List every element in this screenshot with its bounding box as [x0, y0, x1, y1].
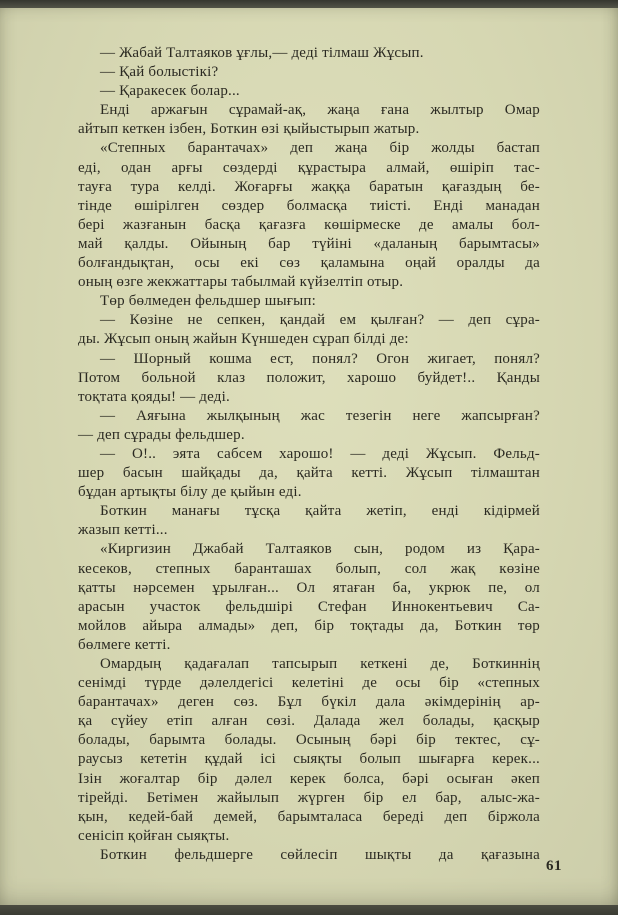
- text-line: тінде өшірілген сөздер болмасқа тиісті. Енді манадан: [78, 197, 540, 214]
- text-line: ды. Жұсып оның жайын Күншеден сұрап білді де:: [78, 331, 409, 348]
- text-line: тірейді. Бетімен жайылып жүрген бір ел бар, алыс-жа-: [78, 789, 540, 806]
- text-line: — Аяғына жылқының жас тезегін неге жапсырған?: [100, 407, 540, 424]
- text-line: қын, кедей-бай демей, барымталаса береді деп біржола: [78, 808, 540, 825]
- scan-edge-top: [0, 0, 618, 8]
- text-line: — Көзіне не сепкен, қандай ем қылған? — деп сұра-: [100, 312, 540, 329]
- scan-edge-bottom: [0, 905, 618, 915]
- text-line: — О!.. эята сабсем харошо! — деді Жұсып. Фельд-: [100, 445, 540, 462]
- text-line: барантачах» деген сөз. Бұл бүкіл дала әкімдерінің ар-: [78, 694, 540, 711]
- text-line: — Жабай Талтаяков ұғлы,— деді тілмаш Жұсып.: [100, 45, 424, 61]
- text-line: болғандықтан, осы екі сөз қаламына оңай оралды да: [78, 255, 540, 272]
- text-line: — Шорный кошма ест, понял? Огон жигает, понял?: [100, 350, 540, 367]
- text-line: — Қай болыстікі?: [100, 64, 219, 81]
- text-line: Енді аржағын сұрамай-ақ, жаңа ғана жылтыр Омар: [100, 102, 540, 119]
- text-line: Омардың қадағалап тапсырып кеткені де, Боткиннің: [100, 656, 540, 672]
- text-line: қатты нәрсемен ұрылған... Ол ятаған ба, укрюк пе, ол: [78, 579, 540, 596]
- text-line: шер басын шайқады да, қайта кетті. Жұсып тілмаштан: [78, 465, 540, 482]
- text-line: кесеков, степных баранташах болып, сол жақ көзіне: [78, 560, 540, 577]
- text-line: тауға тура келді. Жоғарғы жаққа баратын қағаздың бе-: [78, 178, 540, 195]
- text-line: бері жазғанын басқа қағазға көшірмеске де амалы бол-: [78, 216, 540, 233]
- text-line: жазып кетті...: [78, 522, 168, 539]
- text-line: тоқтата қояды! — деді.: [78, 388, 230, 405]
- text-line: оның өзге жекжаттары табылмай күйзелтіп отыр.: [78, 274, 404, 291]
- text-line: бөлмеге кетті.: [78, 636, 171, 653]
- text-line: май қалды. Ойының бар түйіні «даланың барымтасы»: [78, 235, 540, 252]
- text-line: мойлов айыра алмады» деп, бір тоқтады да, Боткин төр: [78, 617, 540, 634]
- text-line: Ізін жоғалтар бір дәлел керек болса, бәрі осыған әкеп: [78, 770, 540, 787]
- text-line: Боткин фельдшерге сөйлесіп шықты да қағазына: [100, 846, 540, 863]
- text-line: еді, одан арғы сөздерді құрастыра алмай, өшіріп тас-: [78, 159, 540, 176]
- text-line: қа сүйеу етіп алған сөзі. Далада жел болады, қасқыр: [78, 713, 540, 730]
- text-line: сенімді түрде дәлелдегісі келетіні де осы бір «степных: [78, 675, 540, 692]
- page-number: 61: [546, 858, 562, 874]
- text-line: раусыз кететін құдай ісі сыяқты болып шығарға керек...: [78, 751, 540, 768]
- text-block: [78, 44, 540, 865]
- text-line: Төр бөлмеден фельдшер шығып:: [100, 293, 316, 310]
- text-line: Потом больной клаз положит, харошо буйдет!.. Қанды: [78, 369, 540, 386]
- text-line: «Степных барантачах» деп жаңа бір жолды бастап: [100, 140, 540, 157]
- text-line: бұдан артықты білу де қыйын еді.: [78, 484, 302, 501]
- text-line: «Киргизин Джабай Талтаяков сын, родом из Қара-: [100, 541, 540, 558]
- text-line: Боткин манағы тұсқа қайта жетіп, енді кідірмей: [100, 503, 540, 520]
- text-line: — Қаракесек болар...: [100, 83, 240, 100]
- text-line: арасын участок фельдшірі Стефан Иннокентьевич Са-: [78, 598, 540, 615]
- text-line: болады, барымта болады. Осының бәрі бір тектес, сұ-: [78, 732, 540, 749]
- text-line: сенісіп қойған сыяқты.: [78, 827, 230, 844]
- text-line: — деп сұрады фельдшер.: [78, 426, 245, 443]
- text-line: айтып кеткен ізбен, Боткин өзі қыйыстырып жатыр.: [78, 121, 420, 138]
